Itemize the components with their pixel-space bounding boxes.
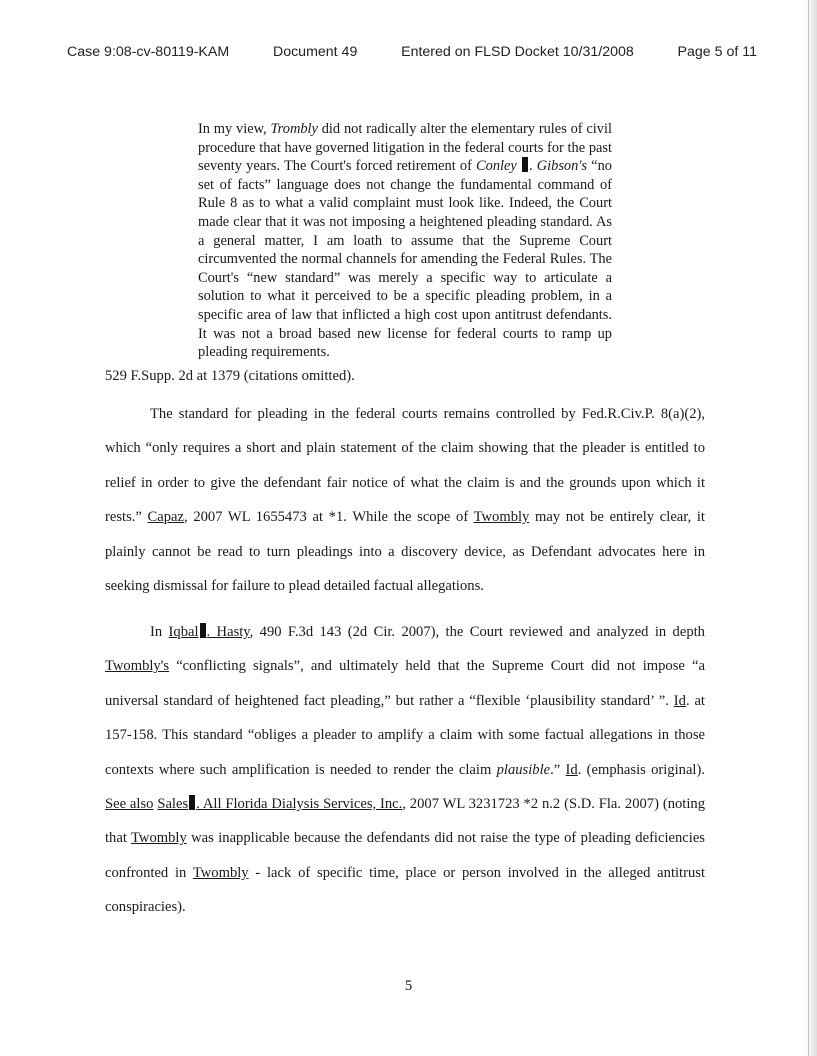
case-number: Case 9:08-cv-80119-KAM	[67, 44, 230, 60]
signal-see-also: See also	[105, 796, 154, 813]
paragraph-text: may not be entirely clear, it plainly cannot be read to turn pleadings into a discovery device, as Defendant advocates here in seeking dismissal for failure to plead detailed factual allegations.	[105, 509, 705, 595]
block-quote	[198, 120, 612, 362]
redaction-mark	[200, 623, 206, 638]
emphasis-plausible: plausible	[496, 761, 551, 778]
scan-edge-line	[808, 0, 809, 1056]
case-ref-twombly: Twombly	[192, 864, 249, 881]
case-ref-capaz: Capaz	[147, 509, 185, 526]
paragraph-text: , 2007 WL 3231723 *2 n.2 (S.D. Fla. 2007) (noting that	[105, 796, 705, 847]
document-number: Document 49	[272, 44, 358, 60]
case-ref-id: Id	[565, 761, 578, 778]
paragraph-text: was inapplicable because the defendants did not raise the type of pleading deficiencies confronted in	[105, 830, 705, 881]
redaction-mark	[522, 157, 528, 172]
paragraph-text: - lack of specific time, place or person involved in the alleged antitrust conspiracies).	[105, 864, 705, 916]
paragraph-text: The standard for pleading in the federal courts remains controlled by Fed.R.Civ.P. 8(a)(2), which “only requires a short and plain statement of the claim showing that the pleader is entitled to relief in order to give the defendant fair notice of what the claim is and the grounds upon which it rests.”	[105, 406, 705, 526]
quote-text: In my view,	[198, 121, 271, 137]
page-number: 5	[404, 978, 413, 994]
paragraph-text: “conflicting signals”, and ultimately held that the Supreme Court did not impose “a universal standard of heightened fact pleading,” but rather a “flexible ‘plausibility standard’ ”.	[105, 658, 705, 709]
quote-text: .	[528, 158, 537, 175]
case-ref-iqbal: Iqbal	[168, 624, 199, 640]
paragraph-text: In	[150, 624, 169, 640]
quote-italic-trombly: Trombly	[270, 121, 318, 137]
paragraph-text: , 2007 WL 1655473 at *1. While the scope of	[184, 509, 474, 526]
case-ref-twomblys: Twombly's	[105, 658, 170, 675]
case-ref-twombly: Twombly	[473, 509, 530, 526]
body-paragraph-2	[105, 615, 705, 925]
docket-header	[67, 44, 757, 60]
case-ref-all-florida: . All Florida Dialysis Services, Inc.	[196, 796, 403, 813]
quote-text: “no set of facts” language does not change the fundamental command of Rule 8 as to what a valid complaint must look like. Indeed, the Court made clear that it was not imposing a heightened pleading standard. As a general matter, I am loath to assume that the Supreme Court circumvented the normal channels for amending the Federal Rules. The Court's “new standard” was merely a specific way to articulate a solution to what it perceived to be a specific pleading problem, in a specific area of law that inflicted a high cost upon antitrust defendants. It was not a broad based new license for federal courts to ramp up pleading requirements.	[198, 158, 612, 361]
case-ref-sales: Sales	[157, 796, 189, 813]
docket-entry: Entered on FLSD Docket 10/31/2008	[401, 44, 634, 60]
quote-text: did not radically alter the elementary rules of civil procedure that have governed litigation in the federal courts for the past seventy years. The Court's forced retirement of	[198, 121, 612, 175]
paragraph-text: , 490 F.3d 143 (2d Cir. 2007), the Court reviewed and analyzed in depth	[249, 624, 705, 640]
case-ref-twombly: Twombly	[131, 830, 187, 847]
body-paragraph-1	[105, 397, 705, 603]
quote-italic-gibson: Gibson's	[536, 158, 588, 175]
paragraph-text: .”	[550, 761, 566, 778]
case-ref-hasty: . Hasty	[206, 624, 250, 640]
redaction-mark	[189, 795, 195, 810]
case-ref-id: Id	[673, 692, 686, 709]
paragraph-text: . (emphasis original).	[577, 761, 705, 778]
page-indicator: Page 5 of 11	[677, 44, 757, 60]
paragraph-text: . at 157-158. This standard “obliges a pleader to amplify a claim with some factual allegations in those contexts where such amplification is needed to render the claim	[105, 692, 705, 778]
citation-line: 529 F.Supp. 2d at 1379 (citations omitted).	[105, 368, 355, 384]
scan-edge-shadow	[803, 0, 817, 1056]
quote-italic-conley: Conley	[476, 158, 517, 175]
